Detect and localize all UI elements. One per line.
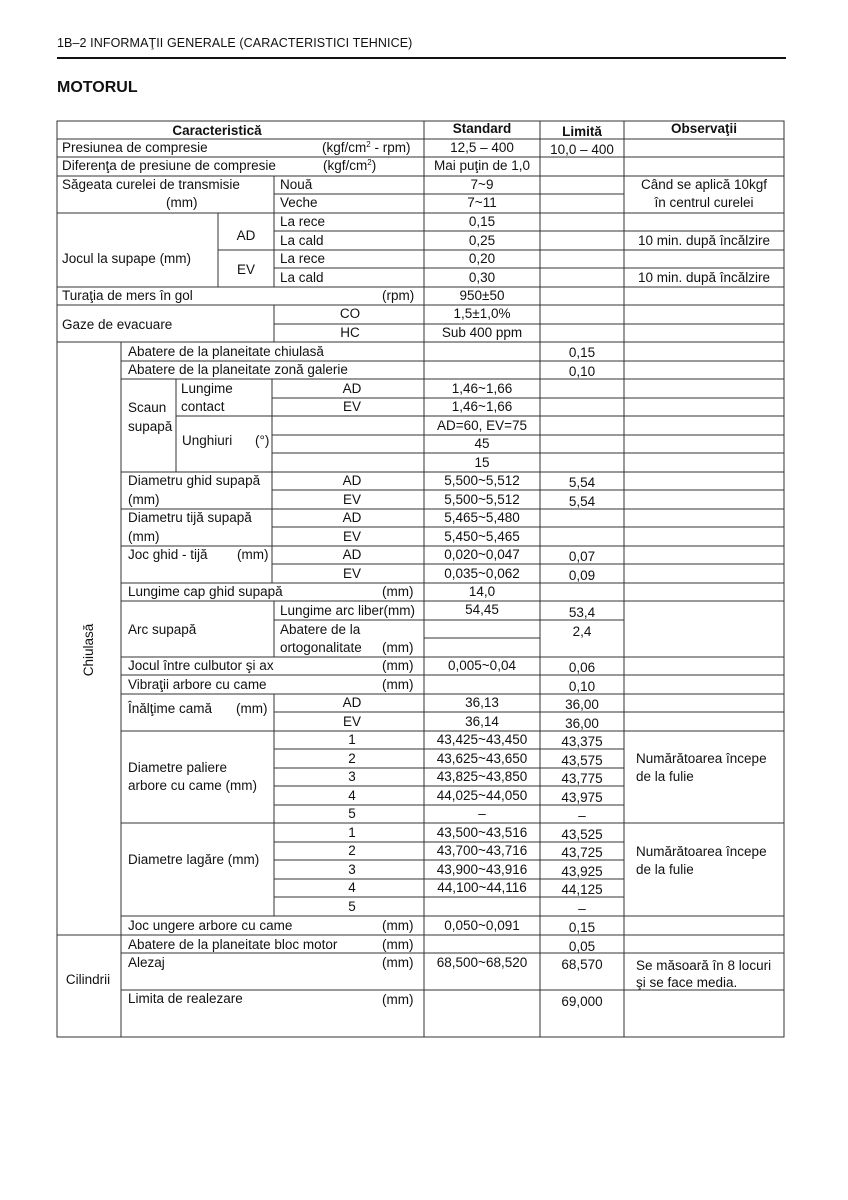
- std-joc-ghid-ad: 0,020~0,047: [444, 547, 520, 562]
- lim-compresie: 10,0 – 400: [550, 142, 614, 157]
- lim-joc-ghid-ev: 0,09: [568, 568, 596, 583]
- std-cap-ghid: 14,0: [468, 584, 496, 599]
- label-sageata-curea: Săgeata curelei de transmisie: [62, 177, 240, 192]
- paliere-nr: 3: [348, 769, 356, 784]
- lim-ghid-ad: 5,54: [568, 475, 596, 490]
- lagare-lim: 43,525: [561, 827, 603, 842]
- label-noua: Nouă: [280, 177, 313, 192]
- label-diametru-ghid: Diametru ghid supapă: [128, 473, 261, 488]
- lim-cama-ad: 36,00: [565, 697, 599, 712]
- label-ev-cald: La cald: [280, 270, 324, 285]
- label-hc: HC: [340, 325, 360, 340]
- lim-abatere: 2,4: [572, 624, 592, 639]
- std-scaun-ad: 1,46~1,66: [451, 381, 513, 396]
- std-hc: Sub 400 ppm: [441, 325, 523, 340]
- std-unghi-1: AD=60, EV=75: [436, 418, 528, 433]
- unit-cap-ghid: (mm): [382, 584, 414, 599]
- label-joc-ghid-ad: AD: [342, 547, 362, 562]
- paliere-std: –: [478, 806, 486, 821]
- paliere-std: 43,425~43,450: [436, 732, 528, 747]
- lagare-std: 43,500~43,516: [436, 825, 528, 840]
- label-cap-ghid: Lungime cap ghid supapă: [128, 584, 283, 599]
- paliere-std: 43,825~43,850: [436, 769, 528, 784]
- unit-diferenta-presiune: $(kgf/cm^2)$: [323, 158, 377, 173]
- paliere-lim: 43,375: [561, 734, 603, 749]
- paliere-lim: –: [578, 808, 586, 823]
- lagare-nr: 4: [348, 880, 356, 895]
- lim-joc-ghid-ad: 0,07: [568, 549, 596, 564]
- label-ev-rece: La rece: [280, 251, 326, 266]
- obs-lagare-1: Numărătoarea începe: [636, 844, 767, 859]
- unit-culbutor: (mm): [382, 658, 414, 673]
- lagare-nr: 2: [348, 843, 356, 858]
- std-scaun-ev: 1,46~1,66: [451, 399, 513, 414]
- group-chiulasa: Chiulasă: [81, 623, 96, 677]
- lagare-nr: 3: [348, 862, 356, 877]
- label-cama-ad: AD: [342, 695, 362, 710]
- std-ghid-ev: 5,500~5,512: [444, 492, 520, 507]
- label-planeitate-chiulasa: Abatere de la planeitate chiulasă: [128, 344, 324, 359]
- obs-joc-ad: 10 min. după încălzire: [637, 233, 771, 248]
- label-turatia: Turaţia de mers în gol: [62, 288, 193, 303]
- label-ad-cald: La cald: [280, 233, 324, 248]
- label-ad-rece: La rece: [280, 214, 326, 229]
- label-abatere-2: ortogonalitate: [280, 640, 362, 655]
- paliere-lim: 43,975: [561, 790, 603, 805]
- label-lagare: Diametre lagăre (mm): [128, 852, 260, 867]
- label-vibratii: Vibraţii arbore cu came: [128, 677, 267, 692]
- label-compresie: Presiunea de compresie: [62, 140, 208, 155]
- paliere-nr: 1: [348, 732, 356, 747]
- label-unghiuri: Unghiuri: [182, 433, 233, 448]
- label-joc-ghid-ev: EV: [342, 566, 362, 581]
- std-joc-4: 0,30: [468, 270, 496, 285]
- paliere-nr: 5: [348, 806, 356, 821]
- lim-planeitate-galerie: 0,10: [568, 364, 596, 379]
- label-arc-supapa: Arc supapă: [128, 622, 197, 637]
- col-header-caracteristica: Caracteristică: [172, 123, 262, 138]
- lagare-nr: 5: [348, 899, 356, 914]
- col-header-limita: Limită: [562, 124, 602, 139]
- obs-lagare-2: de la fulie: [636, 862, 694, 877]
- obs-joc-ev: 10 min. după încălzire: [637, 270, 771, 285]
- unit-abatere: (mm): [382, 640, 414, 655]
- std-unghi-3: 15: [474, 455, 490, 470]
- std-ghid-ad: 5,500~5,512: [444, 473, 520, 488]
- std-turatia: 950±50: [459, 288, 505, 303]
- label-inaltime-cama: Înălţime camă: [128, 701, 213, 716]
- unit-compresie: $(kgf/cm^2 - rpm)$: [322, 140, 411, 155]
- label-planeitate-bloc: Abatere de la planeitate bloc motor: [128, 937, 338, 952]
- std-cama-ev: 36,14: [465, 714, 499, 729]
- lagare-lim: 43,925: [561, 864, 603, 879]
- label-diametru-tija: Diametru tijă supapă: [128, 510, 252, 525]
- paliere-nr: 4: [348, 788, 356, 803]
- paliere-std: 44,025~44,050: [436, 788, 528, 803]
- std-joc-3: 0,20: [468, 251, 496, 266]
- lagare-nr: 1: [348, 825, 356, 840]
- std-tija-ad: 5,465~5,480: [444, 510, 520, 525]
- std-tija-ev: 5,450~5,465: [444, 529, 520, 544]
- group-cilindrii: Cilindrii: [65, 972, 111, 987]
- std-culbutor: 0,005~0,04: [448, 658, 516, 673]
- label-scaun-ad: AD: [342, 381, 362, 396]
- std-joc-ungere: 0,050~0,091: [444, 918, 520, 933]
- label-arc-liber: Lungime arc liber(mm): [280, 603, 416, 618]
- paliere-lim: 43,575: [561, 753, 603, 768]
- label-supapa: supapă: [128, 419, 173, 434]
- label-grade: (°): [255, 433, 270, 448]
- obs-paliere-2: de la fulie: [636, 769, 694, 784]
- paliere-std: 43,625~43,650: [436, 751, 528, 766]
- label-paliere-2: arbore cu came (mm): [128, 778, 258, 793]
- lagare-std: 43,700~43,716: [436, 843, 528, 858]
- obs-sageata-1: Când se aplică 10kgf: [640, 177, 768, 192]
- label-scaun-ev: EV: [342, 399, 362, 414]
- std-joc-2: 0,25: [468, 233, 496, 248]
- unit-diametru-ghid: (mm): [128, 492, 160, 507]
- label-joc-ghid-tija: Joc ghid - tijă: [128, 547, 208, 562]
- lim-planeitate-bloc: 0,05: [568, 939, 596, 954]
- label-realezare: Limita de realezare: [128, 991, 243, 1006]
- col-header-observatii: Observaţii: [670, 121, 738, 136]
- label-abatere-1: Abatere de la: [280, 622, 361, 637]
- label-joc-ungere: Joc ungere arbore cu came: [128, 918, 293, 933]
- unit-planeitate-bloc: (mm): [382, 937, 414, 952]
- std-unghi-2: 45: [474, 436, 490, 451]
- std-cama-ad: 36,13: [465, 695, 499, 710]
- lagare-lim: –: [578, 901, 586, 916]
- unit-diametru-tija: (mm): [128, 529, 160, 544]
- lagare-std: 44,100~44,116: [437, 880, 527, 895]
- std-co: 1,5±1,0%: [453, 306, 511, 321]
- running-head: 1B–2 INFORMAŢII GENERALE (CARACTERISTICI TEHNICE): [57, 36, 413, 50]
- label-paliere-1: Diametre paliere: [128, 760, 228, 775]
- label-tija-ev: EV: [342, 529, 362, 544]
- unit-realezare: (mm): [382, 992, 414, 1007]
- std-veche: 7~11: [467, 195, 497, 210]
- label-joc-supape: Jocul la supape (mm): [62, 251, 192, 266]
- label-ghid-ev: EV: [342, 492, 362, 507]
- label-cama-ev: EV: [342, 714, 362, 729]
- lim-realezare: 69,000: [561, 994, 603, 1009]
- lim-alezaj: 68,570: [561, 957, 603, 972]
- lim-ghid-ev: 5,54: [568, 494, 596, 509]
- label-tija-ad: AD: [342, 510, 362, 525]
- std-diferenta-presiune: Mai puţin de 1,0: [433, 158, 531, 173]
- unit-joc-ghid-tija: (mm): [237, 547, 269, 562]
- unit-sageata-curea: (mm): [166, 195, 198, 210]
- obs-sageata-2: în centrul curelei: [654, 195, 754, 210]
- section-title: MOTORUL: [57, 79, 138, 96]
- obs-paliere-1: Numărătoarea începe: [636, 751, 767, 766]
- label-gaze: Gaze de evacuare: [62, 317, 173, 332]
- label-lungime: Lungime: [181, 381, 233, 396]
- std-joc-ghid-ev: 0,035~0,062: [444, 566, 520, 581]
- std-noua: 7~9: [470, 177, 494, 192]
- unit-joc-ungere: (mm): [382, 918, 414, 933]
- unit-vibratii: (mm): [382, 677, 414, 692]
- lagare-lim: 43,725: [561, 845, 603, 860]
- lagare-lim: 44,125: [561, 882, 603, 897]
- lim-culbutor: 0,06: [568, 660, 596, 675]
- lagare-std: 43,900~43,916: [436, 862, 528, 877]
- lim-vibratii: 0,10: [568, 679, 596, 694]
- label-joc-ev: EV: [236, 262, 256, 277]
- lim-planeitate-chiulasa: 0,15: [568, 345, 596, 360]
- obs-alezaj-2: şi se face media.: [636, 975, 738, 990]
- paliere-nr: 2: [348, 751, 356, 766]
- label-contact: contact: [181, 399, 225, 414]
- label-veche: Veche: [280, 195, 318, 210]
- label-alezaj: Alezaj: [128, 955, 165, 970]
- std-arc-liber: 54,45: [465, 602, 499, 617]
- std-joc-1: 0,15: [468, 214, 496, 229]
- std-compresie: 12,5 – 400: [450, 140, 514, 155]
- paliere-lim: 43,775: [561, 771, 603, 786]
- lim-cama-ev: 36,00: [565, 716, 599, 731]
- col-header-standard: Standard: [452, 121, 512, 136]
- label-ghid-ad: AD: [342, 473, 362, 488]
- std-alezaj: 68,500~68,520: [436, 955, 528, 970]
- unit-turatia: (rpm): [382, 288, 415, 303]
- label-planeitate-galerie: Abatere de la planeitate zonă galerie: [128, 362, 348, 377]
- obs-alezaj-1: Se măsoară în 8 locuri: [636, 958, 772, 973]
- label-scaun: Scaun: [128, 400, 167, 415]
- unit-alezaj: (mm): [382, 955, 414, 970]
- lim-arc-liber: 53,4: [568, 605, 596, 620]
- unit-inaltime-cama: (mm): [236, 701, 268, 716]
- label-culbutor: Jocul între culbutor şi ax: [128, 658, 274, 673]
- lim-joc-ungere: 0,15: [568, 920, 596, 935]
- label-co: CO: [339, 306, 361, 321]
- label-joc-ad: AD: [236, 228, 256, 243]
- label-diferenta-presiune: Diferenţa de presiune de compresie: [62, 158, 276, 173]
